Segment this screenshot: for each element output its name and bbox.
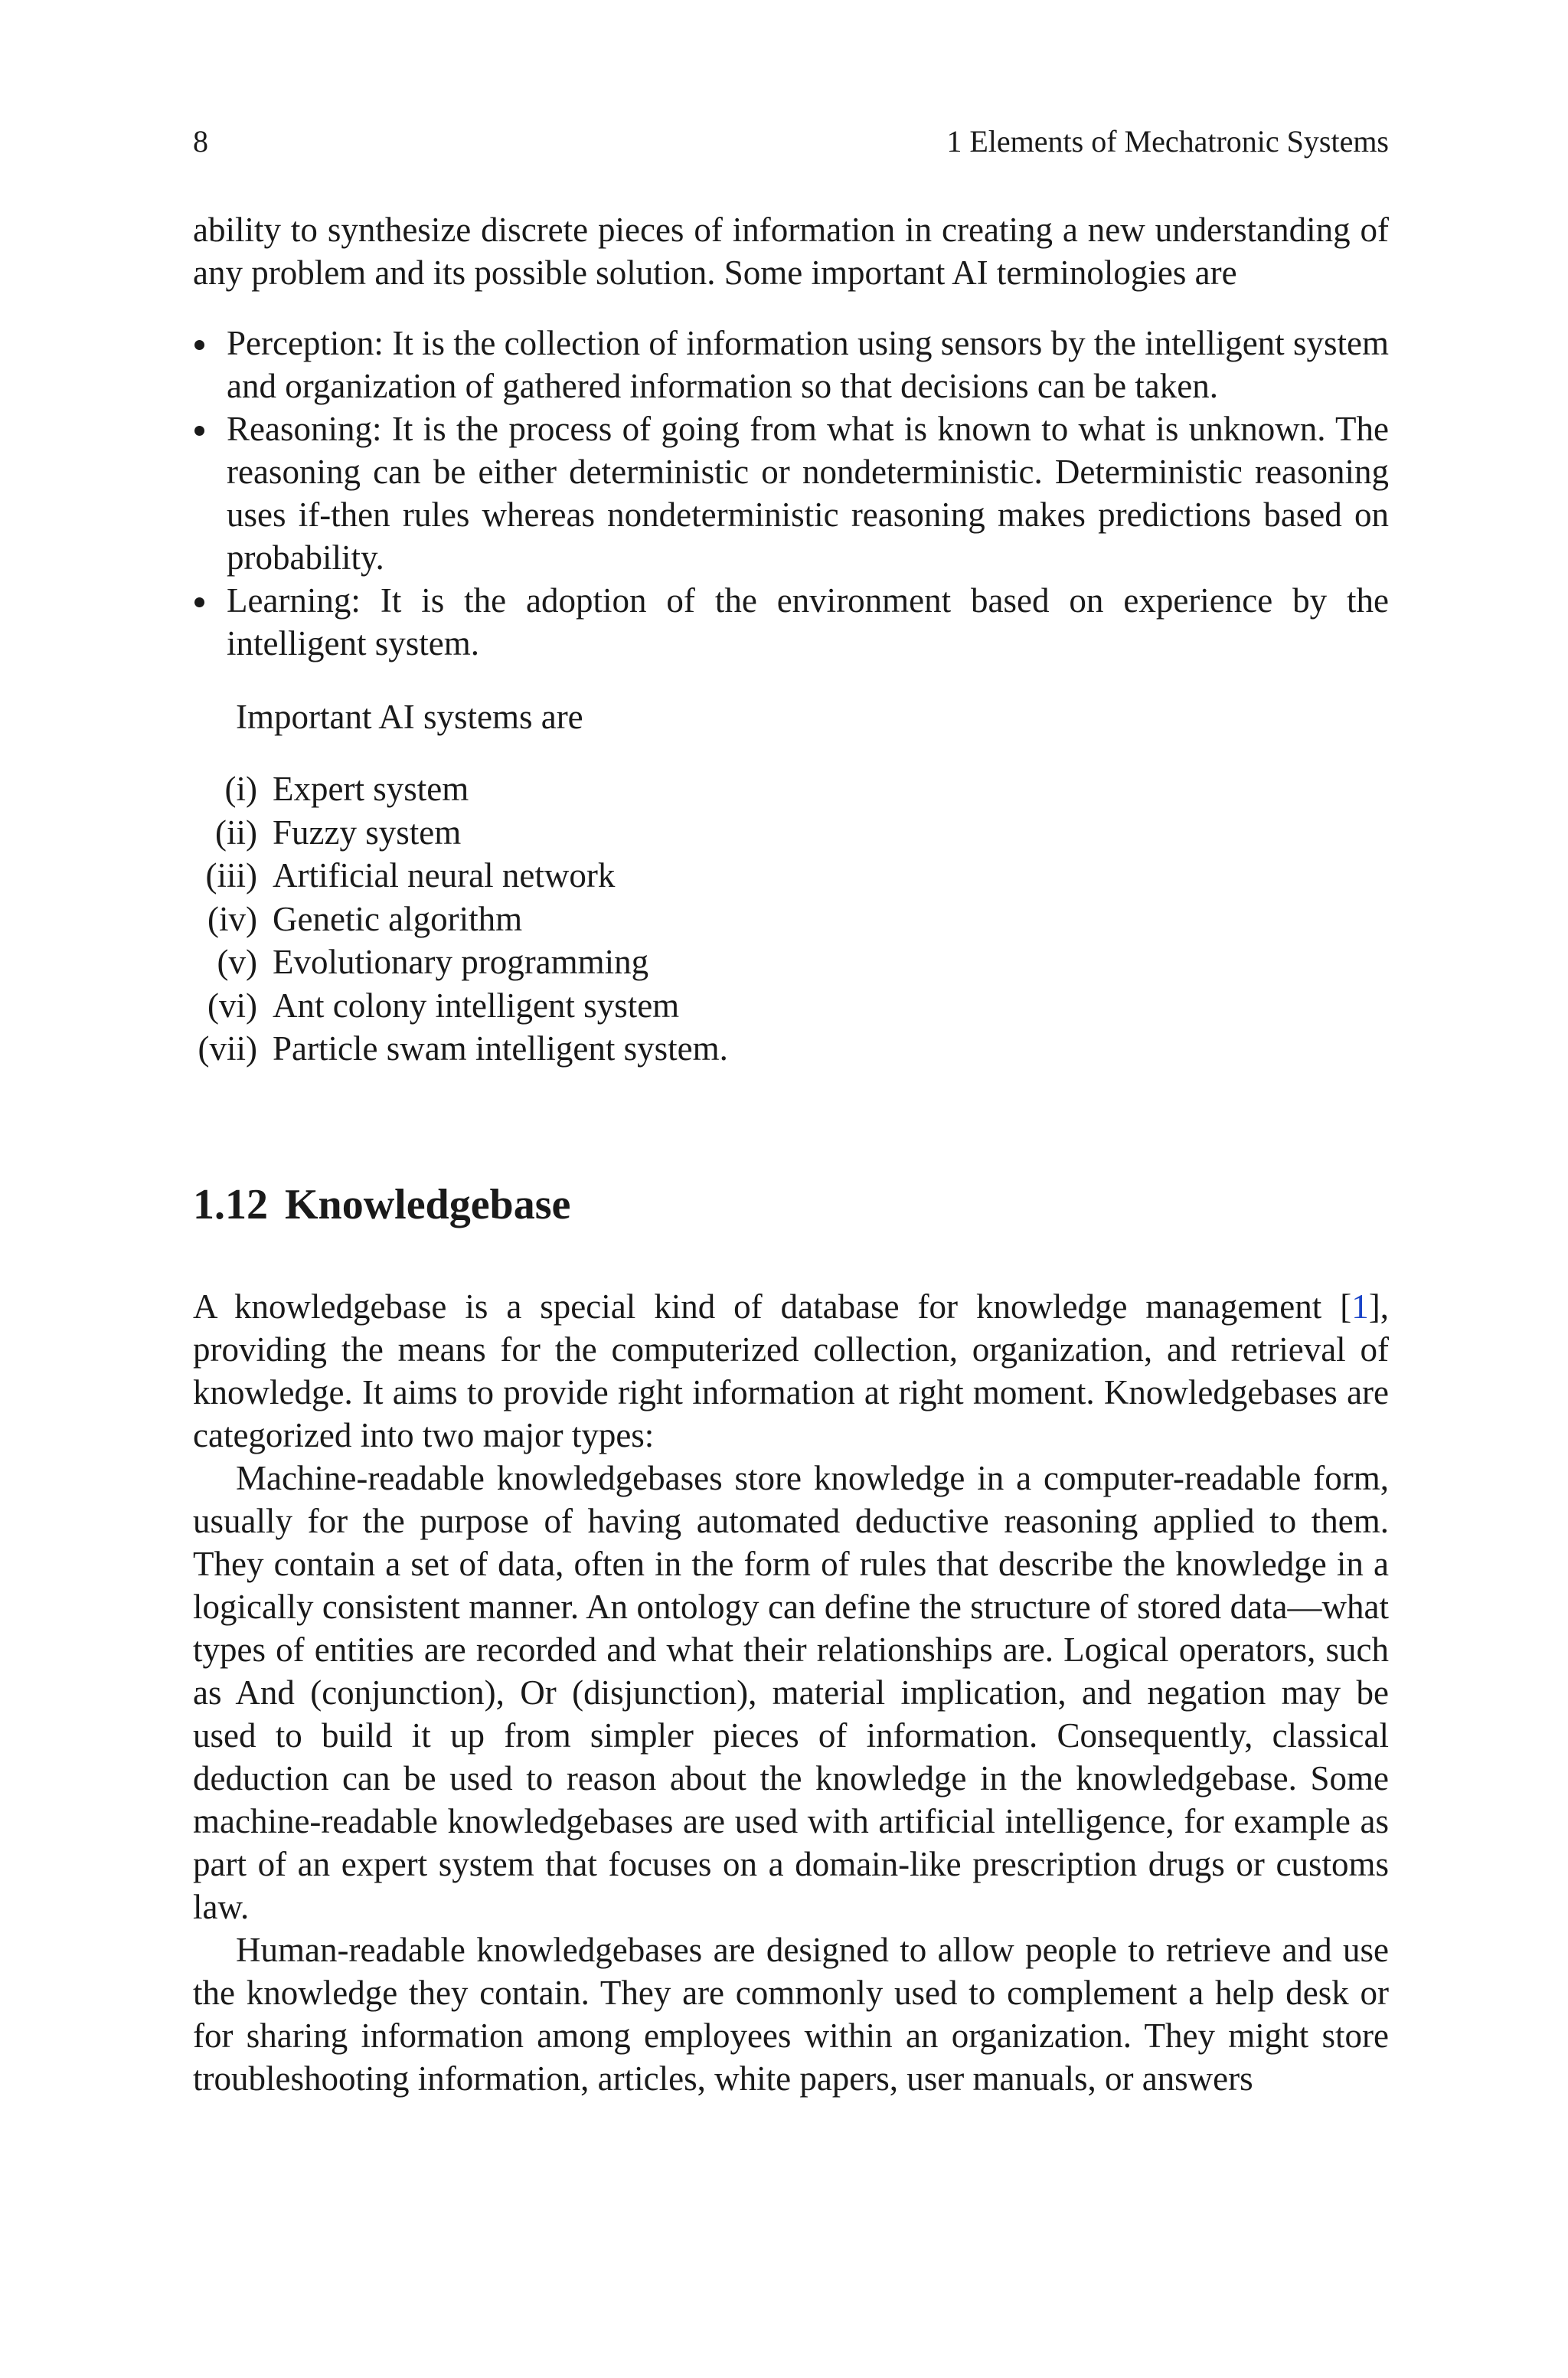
item-number: (iii) bbox=[205, 856, 257, 895]
item-text: Expert system bbox=[273, 770, 469, 808]
list-item bbox=[193, 811, 728, 855]
item-number: (vi) bbox=[207, 986, 257, 1025]
list-item bbox=[193, 854, 728, 898]
list-item bbox=[193, 984, 728, 1028]
bullet-icon bbox=[194, 426, 204, 436]
section-title: Knowledgebase bbox=[285, 1181, 571, 1228]
kb-paragraph-1-end: ], providing the means for the computerized collection, organization, and retrieval of knowledge. It aims to provide right information at right moment. Knowledgebases are categorized into two major types: bbox=[193, 1287, 1389, 1454]
list-item bbox=[193, 767, 728, 811]
ai-systems-list bbox=[193, 767, 728, 1071]
section-number: 1.12 bbox=[193, 1181, 268, 1228]
item-text: Particle swam intelligent system. bbox=[273, 1029, 728, 1068]
list-item bbox=[193, 407, 1389, 579]
chapter-title: 1 Elements of Mechatronic Systems bbox=[946, 124, 1389, 159]
kb-paragraph-1-start: A knowledgebase is a special kind of database for knowledge management [ bbox=[193, 1287, 1352, 1326]
list-item bbox=[193, 898, 728, 941]
item-text: Genetic algorithm bbox=[273, 899, 523, 938]
item-text: Evolutionary programming bbox=[273, 943, 649, 981]
intro-paragraph: ability to synthesize discrete pieces of information in creating a new understanding of any problem and its possible solution. Some important AI terminologies are bbox=[193, 211, 1389, 292]
item-number: (ii) bbox=[215, 813, 257, 852]
ai-systems-intro: Important AI systems are bbox=[236, 698, 583, 736]
item-number: (vii) bbox=[198, 1029, 257, 1068]
kb-paragraph-1 bbox=[193, 1285, 1389, 1457]
citation-link[interactable]: 1 bbox=[1351, 1287, 1369, 1326]
bullet-icon bbox=[194, 597, 204, 607]
kb-paragraph-3: Human-readable knowledgebases are designed to allow people to retrieve and use the knowledge they contain. They are commonly used to complement a help desk or for sharing information among employees within an organization. They might store troubleshooting information, articles, white papers, user manuals, or answers bbox=[193, 1931, 1389, 2098]
ai-terminology-list bbox=[193, 322, 1389, 665]
bullet-text-perception: Perception: It is the collection of information using sensors by the intelligent system and organization of gathered information so that decisions can be taken. bbox=[227, 324, 1389, 405]
list-item bbox=[193, 940, 728, 984]
item-text: Ant colony intelligent system bbox=[273, 986, 680, 1025]
item-number: (v) bbox=[217, 943, 257, 981]
page-number: 8 bbox=[193, 124, 208, 159]
list-item bbox=[193, 1027, 728, 1071]
kb-paragraph-2: Machine-readable knowledgebases store knowledge in a computer-readable form, usually for the purpose of having automated deductive reasoning applied to them. They contain a set of data, often in the form of rules that describe the knowledge in a logically consistent manner. An ontology can define the structure of stored data—what types of entities are recorded and what their relationships are. Logical operators, such as And (conjunction), Or (disjunction), material implication, and negation may be used to build it up from simpler pieces of information. Consequently, classical deduction can be used to reason about the knowledge in the knowledgebase. Some machine-readable knowledgebases are used with artificial intelligence, for example as part of an expert system that focuses on a domain-like prescription drugs or customs law. bbox=[193, 1459, 1389, 1926]
section-heading bbox=[193, 1178, 570, 1232]
bullet-text-reasoning: Reasoning: It is the process of going from what is known to what is unknown. The reasoning can be either deterministic or nondeterministic. Deterministic reasoning uses if-then rules whereas nondeterministic reasoning makes predictions based on probability. bbox=[227, 410, 1389, 577]
bullet-icon bbox=[194, 340, 204, 350]
knowledgebase-section-body bbox=[193, 1285, 1389, 2100]
list-item bbox=[193, 322, 1389, 407]
item-number: (i) bbox=[224, 770, 257, 808]
list-item bbox=[193, 579, 1389, 665]
item-text: Fuzzy system bbox=[273, 813, 462, 852]
bullet-text-learning: Learning: It is the adoption of the environment based on experience by the intelligent system. bbox=[227, 581, 1389, 662]
item-number: (iv) bbox=[207, 899, 257, 938]
item-text: Artificial neural network bbox=[273, 856, 616, 895]
